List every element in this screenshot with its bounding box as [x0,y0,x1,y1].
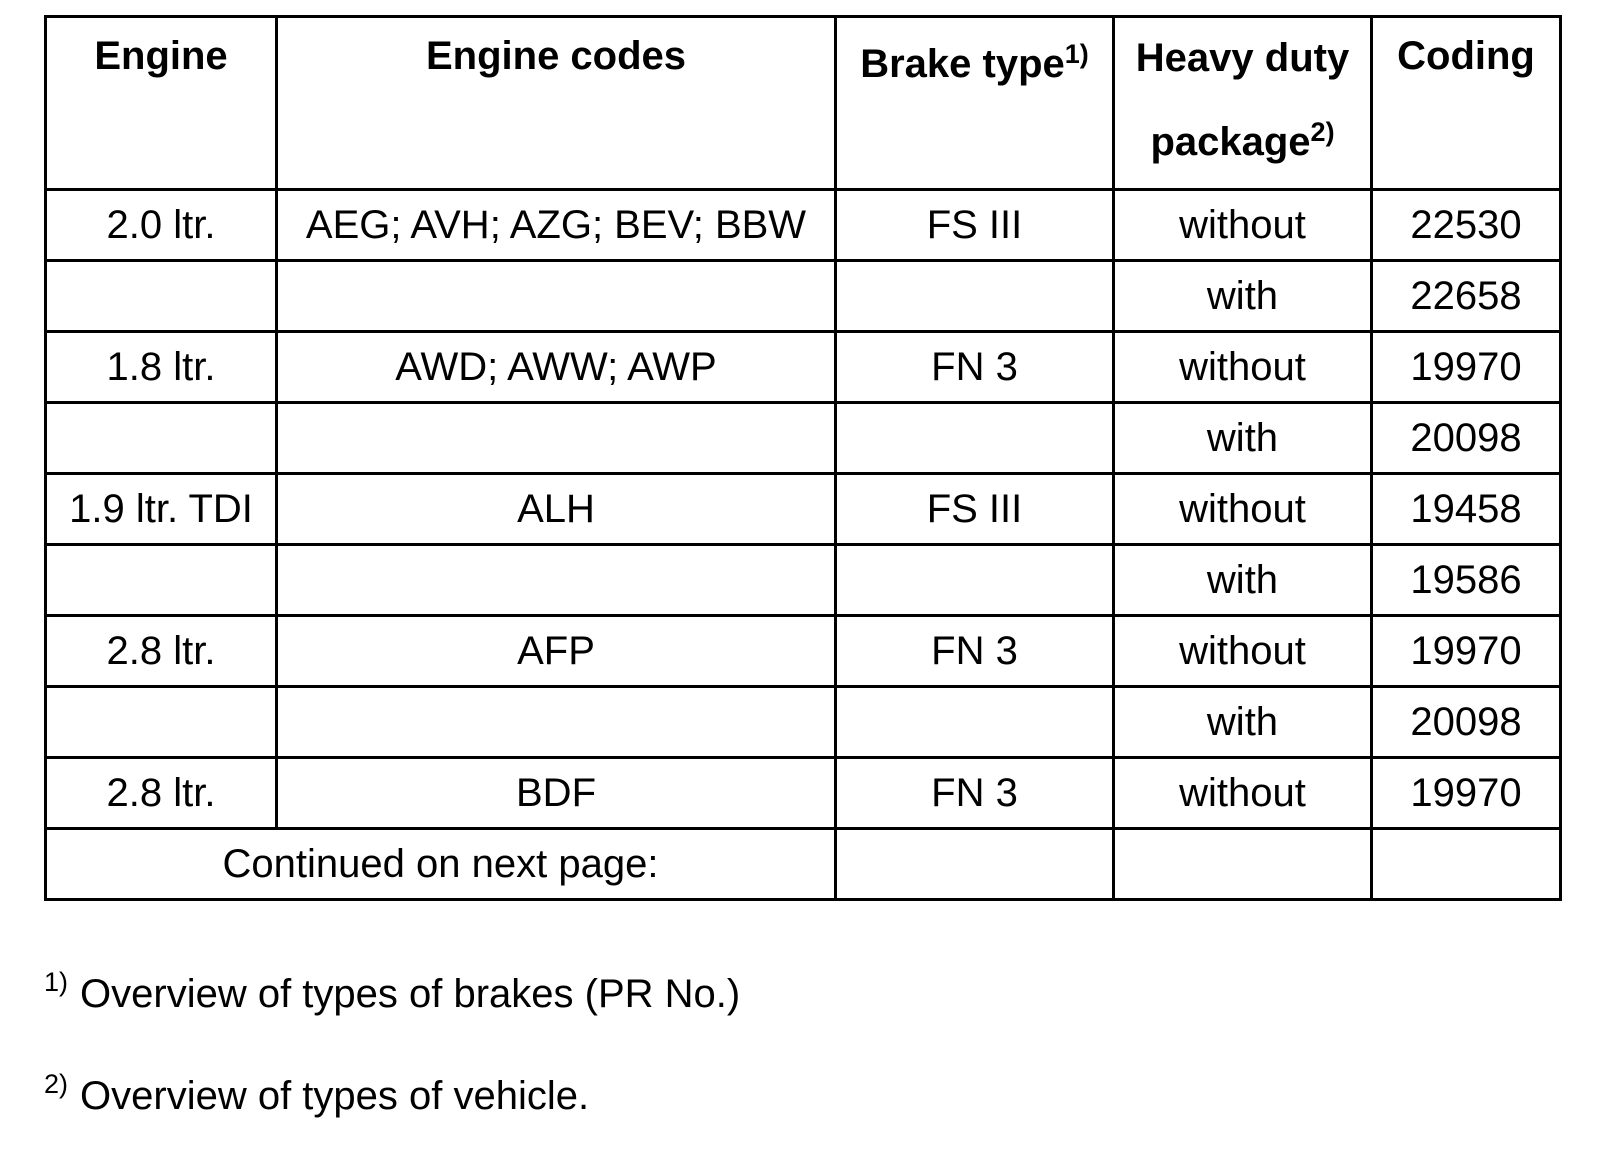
footnote-mark: 1) [44,967,69,997]
cell-engine: 2.8 ltr. [46,758,277,829]
cell-engine-codes [277,261,836,332]
footnotes [44,967,741,1118]
cell-brake-type: FN 3 [836,758,1114,829]
cell-brake-type: FN 3 [836,616,1114,687]
cell-coding: 19970 [1372,758,1561,829]
cell-heavy-duty-package: without [1114,474,1372,545]
footnote-text: Overview of types of brakes (PR No.) [80,972,741,1016]
cell-engine: 1.8 ltr. [46,332,277,403]
cell-engine-codes [277,545,836,616]
continued-row [46,829,1561,900]
header-heavy-duty-package: Heavy duty package$^{2)}$ [1114,17,1372,190]
cell-engine [46,545,277,616]
cell-brake-type: FN 3 [836,332,1114,403]
header-coding: Coding [1372,17,1561,190]
table-row [46,190,1561,261]
cell-coding: 20098 [1372,687,1561,758]
table-row [46,403,1561,474]
cell-brake-type: FS III [836,474,1114,545]
cell-coding: 22658 [1372,261,1561,332]
header-engine-codes: Engine codes [277,17,836,190]
table-header-row [46,17,1561,190]
cell-engine-codes [277,687,836,758]
cell-engine [46,261,277,332]
continued-note: Continued on next page: [46,829,836,900]
table-row [46,474,1561,545]
cell-brake-type [836,545,1114,616]
cell-engine-codes: ALH [277,474,836,545]
footnote-text: Overview of types of vehicle. [80,1074,590,1118]
cell-brake-type [836,261,1114,332]
table-row [46,332,1561,403]
cell-coding: 22530 [1372,190,1561,261]
cell-heavy-duty-package: with [1114,261,1372,332]
cell-coding: 20098 [1372,403,1561,474]
cell-engine-codes: BDF [277,758,836,829]
table-body [46,190,1561,829]
footnote-1 [44,967,741,1016]
cell-heavy-duty-package: without [1114,758,1372,829]
header-engine: Engine [46,17,277,190]
footnote-ref-2: 2) [1310,117,1335,147]
footnote-mark: 2) [44,1069,69,1099]
continued-empty-cell [1372,829,1561,900]
table-row [46,616,1561,687]
cell-coding: 19970 [1372,332,1561,403]
cell-engine [46,687,277,758]
table-row [46,687,1561,758]
cell-coding: 19586 [1372,545,1561,616]
cell-engine: 1.9 ltr. TDI [46,474,277,545]
cell-brake-type [836,403,1114,474]
engine-coding-table [44,15,1562,901]
cell-heavy-duty-package: with [1114,687,1372,758]
table-row [46,261,1561,332]
cell-brake-type [836,687,1114,758]
cell-coding: 19970 [1372,616,1561,687]
continued-empty-cell [1114,829,1372,900]
table-row [46,545,1561,616]
cell-engine [46,403,277,474]
footnote-2 [44,1069,740,1118]
cell-engine-codes [277,403,836,474]
continued-empty-cell [836,829,1114,900]
footnote-ref-1: 1) [1064,39,1089,69]
cell-heavy-duty-package: with [1114,545,1372,616]
table-row [46,758,1561,829]
cell-heavy-duty-package: without [1114,332,1372,403]
cell-brake-type: FS III [836,190,1114,261]
cell-engine: 2.0 ltr. [46,190,277,261]
cell-engine-codes: AFP [277,616,836,687]
cell-heavy-duty-package: without [1114,616,1372,687]
cell-coding: 19458 [1372,474,1561,545]
header-brake-type: Brake type$^{1)}$ [836,17,1114,190]
cell-heavy-duty-package: without [1114,190,1372,261]
cell-heavy-duty-package: with [1114,403,1372,474]
cell-engine: 2.8 ltr. [46,616,277,687]
cell-engine-codes: AWD; AWW; AWP [277,332,836,403]
cell-engine-codes: AEG; AVH; AZG; BEV; BBW [277,190,836,261]
